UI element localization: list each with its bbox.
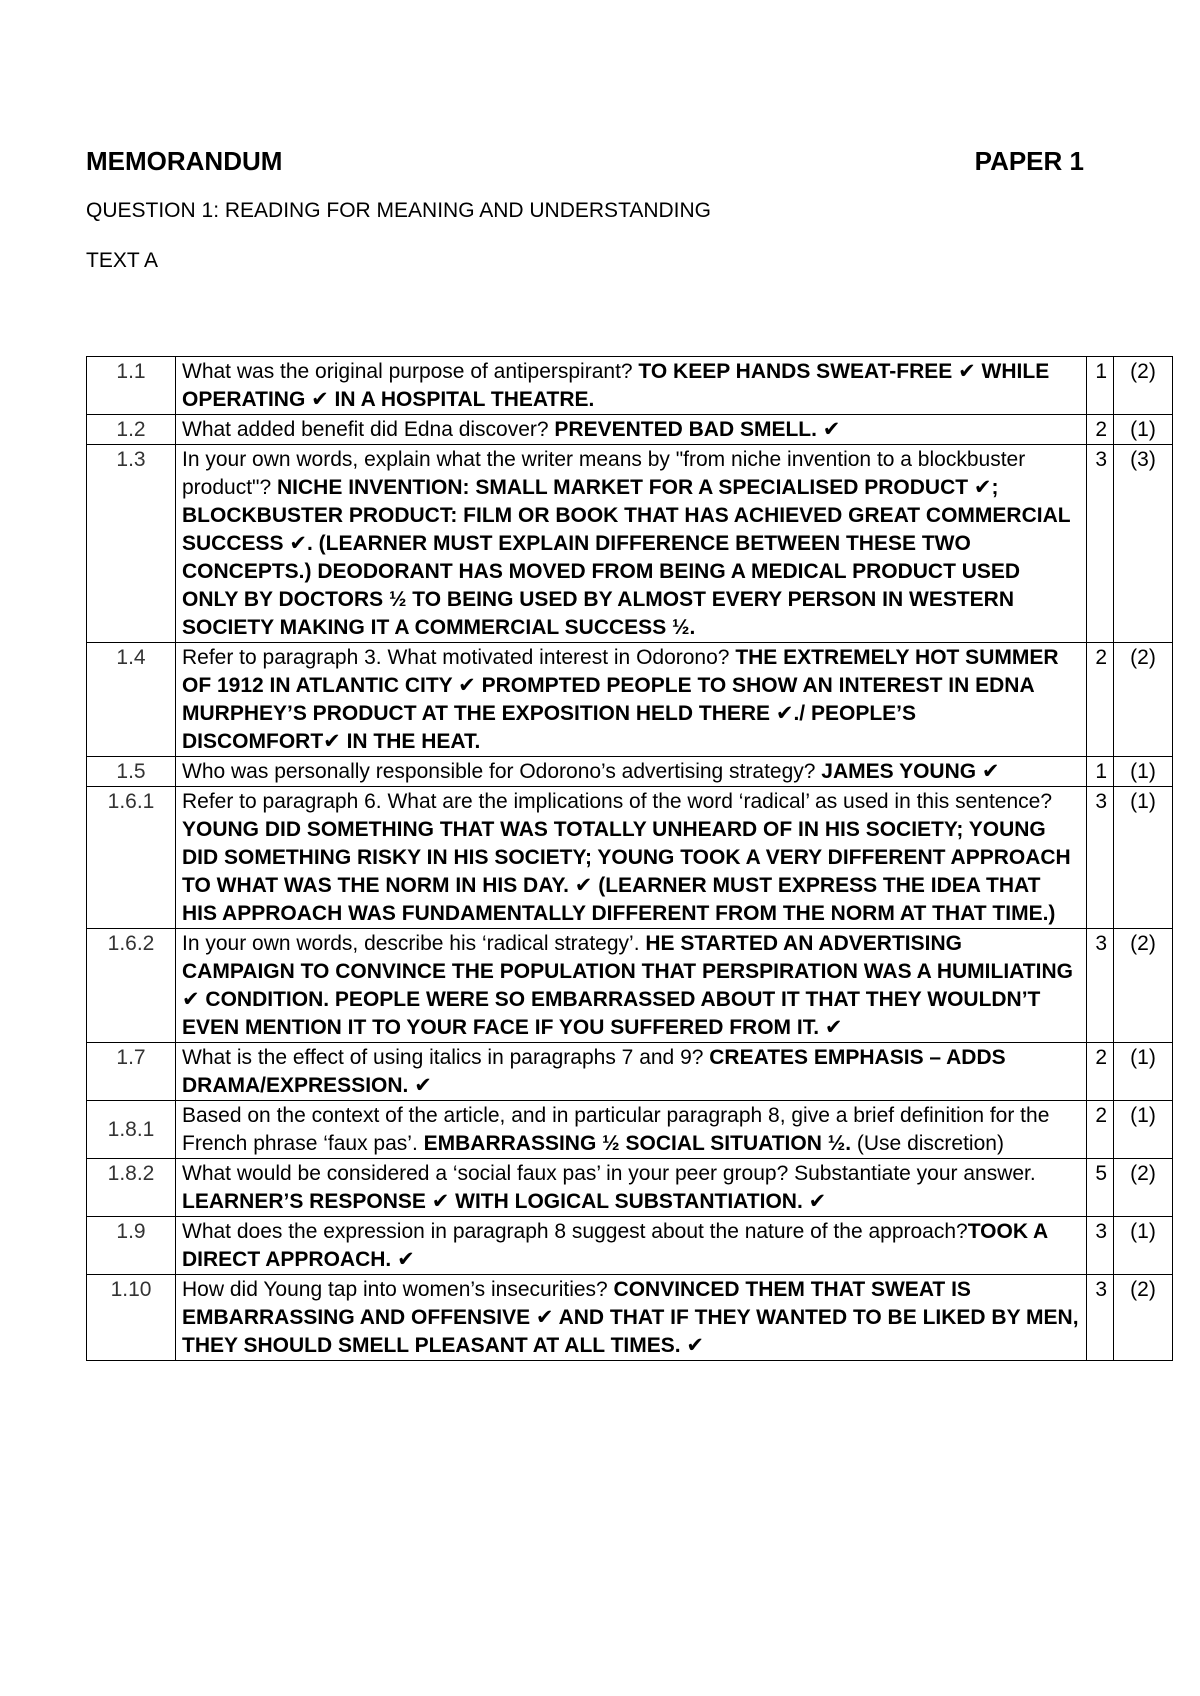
question-and-answer <box>176 1043 1087 1101</box>
question-number: 1.2 <box>87 415 176 445</box>
table-row <box>87 357 1173 415</box>
table-row <box>87 445 1173 643</box>
marks-allocated: (1) <box>1114 757 1173 787</box>
cognitive-level: 2 <box>1087 1101 1114 1159</box>
table-row <box>87 643 1173 757</box>
cognitive-level: 2 <box>1087 643 1114 757</box>
paper-label: PAPER 1 <box>974 146 1084 176</box>
answer-text: TOOK A DIRECT APPROACH. ✔ <box>182 1220 1048 1271</box>
marks-allocated: (2) <box>1114 357 1173 415</box>
table-row <box>87 1217 1173 1275</box>
question-text: What is the effect of using italics in paragraphs 7 and 9? <box>182 1046 710 1069</box>
question-number: 1.5 <box>87 757 176 787</box>
table-row <box>87 1101 1173 1159</box>
answer-text: CREATES EMPHASIS – ADDS DRAMA/EXPRESSION. ✔ <box>182 1046 1006 1097</box>
text-label: TEXT A <box>86 249 158 272</box>
question-and-answer <box>176 643 1087 757</box>
question-and-answer <box>176 929 1087 1043</box>
question-text: Who was personally responsible for Odorono’s advertising strategy? <box>182 760 822 783</box>
cognitive-level: 2 <box>1087 415 1114 445</box>
marks-allocated: (2) <box>1114 1159 1173 1217</box>
cognitive-level: 3 <box>1087 787 1114 929</box>
table-row <box>87 1159 1173 1217</box>
question-number: 1.6.1 <box>87 787 176 929</box>
question-number: 1.6.2 <box>87 929 176 1043</box>
answer-text: HE STARTED AN ADVERTISING CAMPAIGN TO CONVINCE THE POPULATION THAT PERSPIRATION WAS A HUMILIATING ✔ CONDITION. PEOPLE WERE SO EMBARRASSED ABOUT IT THAT THEY WOULDN’T EVEN MENTION IT TO YOUR FACE IF YOU SUFFERED FROM IT. ✔ <box>182 932 1073 1039</box>
marks-allocated: (2) <box>1114 929 1173 1043</box>
question-text: (Use discretion) <box>851 1132 1004 1155</box>
question-number: 1.8.2 <box>87 1159 176 1217</box>
question-number: 1.4 <box>87 643 176 757</box>
answer-text: CONVINCED THEM THAT SWEAT IS EMBARRASSING AND OFFENSIVE ✔ AND THAT IF THEY WANTED TO BE LIKED BY MEN, THEY SHOULD SMELL PLEASANT AT ALL TIMES. ✔ <box>182 1278 1079 1357</box>
question-and-answer <box>176 1217 1087 1275</box>
memorandum-page <box>86 146 1172 1357</box>
question-and-answer <box>176 415 1087 445</box>
question-title: QUESTION 1: READING FOR MEANING AND UNDERSTANDING <box>86 199 712 222</box>
marks-allocated: (2) <box>1114 643 1173 757</box>
table-row <box>87 1043 1173 1101</box>
memo-table <box>86 356 1173 1361</box>
question-text: What was the original purpose of antiperspirant? <box>182 360 639 383</box>
answer-text: NICHE INVENTION: SMALL MARKET FOR A SPECIALISED PRODUCT ✔; BLOCKBUSTER PRODUCT: FILM OR BOOK THAT HAS ACHIEVED GREAT COMMERCIAL SUCCESS ✔. (LEARNER MUST EXPLAIN DIFFERENCE BETWEEN THESE TWO CONCEPTS.) DEODORANT HAS MOVED FROM BEING A MEDICAL PRODUCT USED ONLY BY DOCTORS ½ TO BEING USED BY ALMOST EVERY PERSON IN WESTERN SOCIETY MAKING IT A COMMERCIAL SUCCESS ½. <box>182 476 1071 639</box>
question-text: What would be considered a ‘social faux pas’ in your peer group? Substantiate your answer. <box>182 1162 1036 1185</box>
answer-text: EMBARRASSING ½ SOCIAL SITUATION ½. <box>423 1132 852 1155</box>
cognitive-level: 1 <box>1087 757 1114 787</box>
marks-allocated: (1) <box>1114 415 1173 445</box>
question-text: Based on the context of the article, and in particular paragraph 8, give a brief definition for the French phrase ‘faux pas’. <box>182 1104 1050 1155</box>
answer-text: LEARNER’S RESPONSE ✔ WITH LOGICAL SUBSTANTIATION. ✔ <box>182 1190 827 1213</box>
question-text: In your own words, explain what the writer means by "from niche invention to a blockbuster product"? <box>182 448 1026 499</box>
marks-allocated: (3) <box>1114 445 1173 643</box>
question-and-answer <box>176 357 1087 415</box>
question-text: In your own words, describe his ‘radical strategy’. <box>182 932 646 955</box>
question-and-answer <box>176 1275 1087 1361</box>
cognitive-level: 1 <box>1087 357 1114 415</box>
cognitive-level: 3 <box>1087 1275 1114 1361</box>
cognitive-level: 3 <box>1087 929 1114 1043</box>
question-text: Refer to paragraph 3. What motivated interest in Odorono? <box>182 646 736 669</box>
question-text: What does the expression in paragraph 8 suggest about the nature of the approach? <box>182 1220 968 1243</box>
table-row <box>87 787 1173 929</box>
marks-allocated: (1) <box>1114 1043 1173 1101</box>
question-and-answer <box>176 1159 1087 1217</box>
marks-allocated: (1) <box>1114 1101 1173 1159</box>
answer-text: JAMES YOUNG ✔ <box>821 760 1000 783</box>
question-number: 1.1 <box>87 357 176 415</box>
question-number: 1.9 <box>87 1217 176 1275</box>
cognitive-level: 2 <box>1087 1043 1114 1101</box>
question-and-answer <box>176 757 1087 787</box>
question-and-answer <box>176 445 1087 643</box>
question-text: How did Young tap into women’s insecurities? <box>182 1278 614 1301</box>
question-text: What added benefit did Edna discover? <box>182 418 555 441</box>
answer-text: TO KEEP HANDS SWEAT-FREE ✔ WHILE OPERATING ✔ IN A HOSPITAL THEATRE. <box>182 360 1050 411</box>
cognitive-level: 3 <box>1087 445 1114 643</box>
question-number: 1.10 <box>87 1275 176 1361</box>
marks-allocated: (2) <box>1114 1275 1173 1361</box>
memo-table-body <box>87 357 1173 1361</box>
table-row <box>87 757 1173 787</box>
memorandum-title: MEMORANDUM <box>86 146 283 176</box>
answer-text: THE EXTREMELY HOT SUMMER OF 1912 IN ATLANTIC CITY ✔ PROMPTED PEOPLE TO SHOW AN INTEREST IN EDNA MURPHEY’S PRODUCT AT THE EXPOSITION HELD THERE ✔./ PEOPLE’S DISCOMFORT✔ IN THE HEAT. <box>182 646 1059 753</box>
answer-text: YOUNG DID SOMETHING THAT WAS TOTALLY UNHEARD OF IN HIS SOCIETY; YOUNG DID SOMETHING RISKY IN HIS SOCIETY; YOUNG TOOK A VERY DIFFERENT APPROACH TO WHAT WAS THE NORM IN HIS DAY. ✔ (LEARNER MUST EXPRESS THE IDEA THAT HIS APPROACH WAS FUNDAMENTALLY DIFFERENT FROM THE NORM AT THAT TIME.) <box>182 818 1071 925</box>
question-and-answer <box>176 787 1087 929</box>
cognitive-level: 3 <box>1087 1217 1114 1275</box>
question-and-answer <box>176 1101 1087 1159</box>
table-row <box>87 1275 1173 1361</box>
question-text: Refer to paragraph 6. What are the implications of the word ‘radical’ as used in this sentence? <box>182 790 1053 813</box>
marks-allocated: (1) <box>1114 787 1173 929</box>
question-number: 1.7 <box>87 1043 176 1101</box>
table-row <box>87 415 1173 445</box>
marks-allocated: (1) <box>1114 1217 1173 1275</box>
cognitive-level: 5 <box>1087 1159 1114 1217</box>
question-number: 1.3 <box>87 445 176 643</box>
document-header <box>86 146 1084 176</box>
answer-text: PREVENTED BAD SMELL. ✔ <box>554 418 841 441</box>
question-number: 1.8.1 <box>87 1101 176 1159</box>
table-row <box>87 929 1173 1043</box>
